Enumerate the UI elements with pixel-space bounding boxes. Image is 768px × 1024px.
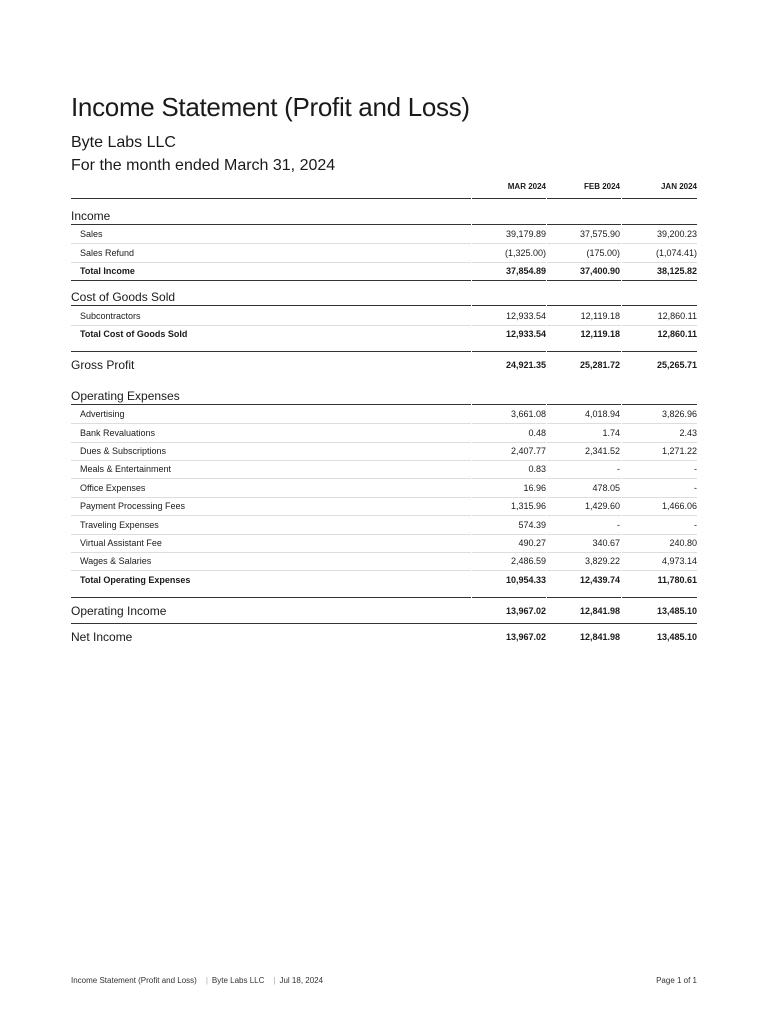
row-label: Total Cost of Goods Sold: [80, 329, 188, 339]
row-label: Advertising: [80, 409, 125, 419]
row-value-feb: 12,439.74: [579, 575, 620, 585]
row-label: Payment Processing Fees: [80, 501, 186, 511]
table-row: [71, 552, 697, 571]
table-row: [71, 442, 697, 461]
row-value-feb: (175.00): [586, 248, 620, 258]
row-value-jan: 240.80: [669, 538, 697, 548]
row-value-mar: 13,967.02: [505, 606, 546, 616]
row-value-mar: 2,407.77: [510, 446, 546, 456]
table-row: [71, 479, 697, 498]
row-value-feb: -: [617, 464, 620, 474]
row-value-jan: 3,826.96: [661, 409, 697, 419]
row-label: Total Operating Expenses: [80, 575, 191, 585]
column-gutter: [546, 197, 547, 599]
row-value-feb: 25,281.72: [579, 360, 620, 370]
row-label: Office Expenses: [80, 483, 146, 493]
column-header-feb: FEB 2024: [583, 182, 620, 191]
row-value-feb: 37,400.90: [579, 266, 620, 276]
row-label: Subcontractors: [80, 311, 141, 321]
row-value-jan: 4,973.14: [661, 556, 697, 566]
row-value-feb: 478.05: [592, 483, 620, 493]
table-row: [71, 244, 697, 263]
row-label: Sales Refund: [80, 248, 135, 258]
total-row-income: [71, 262, 697, 281]
row-value-jan: 11,780.61: [657, 575, 697, 585]
row-value-feb: 340.67: [592, 538, 620, 548]
gross-profit-row: [71, 354, 697, 376]
row-value-mar: 12,933.54: [505, 329, 546, 339]
row-value-mar: 10,954.33: [505, 575, 546, 585]
footer-info: Income Statement (Profit and Loss) | Byte Labs LLC | Jul 18, 2024: [71, 976, 324, 985]
page-title: Income Statement (Profit and Loss): [71, 92, 470, 122]
table-row: [71, 534, 697, 553]
section-heading-cogs: Cost of Goods Sold: [71, 290, 697, 306]
row-label: Meals & Entertainment: [80, 464, 172, 474]
row-label: Virtual Assistant Fee: [80, 538, 162, 548]
row-value-mar: 2,486.59: [510, 556, 546, 566]
row-value-jan: 25,265.71: [656, 360, 697, 370]
row-value-jan: -: [694, 464, 697, 474]
table-row: [71, 497, 697, 516]
row-label: Traveling Expenses: [80, 520, 159, 530]
table-row: [71, 405, 697, 424]
divider: [71, 351, 697, 352]
row-value-jan: -: [694, 483, 697, 493]
row-label: Operating Income: [71, 604, 167, 618]
table-row: [71, 225, 697, 244]
row-value-feb: -: [617, 520, 620, 530]
row-value-feb: 1,429.60: [584, 501, 620, 511]
row-value-mar: 0.83: [528, 464, 546, 474]
report-period: For the month ended March 31, 2024: [71, 157, 336, 174]
row-value-feb: 12,841.98: [579, 606, 620, 616]
row-value-jan: -: [694, 520, 697, 530]
row-value-mar: 13,967.02: [505, 632, 546, 642]
row-value-jan: 38,125.82: [656, 266, 697, 276]
row-label: Sales: [80, 229, 103, 239]
row-value-mar: 0.48: [528, 428, 546, 438]
company-name: Byte Labs LLC: [71, 134, 176, 151]
row-value-jan: 13,485.10: [656, 606, 697, 616]
row-value-feb: 12,119.18: [580, 329, 620, 339]
row-value-mar: 16.96: [523, 483, 546, 493]
column-header-row: [71, 180, 697, 199]
footer-date: Jul 18, 2024: [279, 976, 324, 985]
total-row-cogs: [71, 325, 697, 343]
row-value-mar: 12,933.54: [505, 311, 546, 321]
divider: [71, 597, 697, 598]
page-footer: [71, 976, 697, 985]
row-value-mar: 39,179.89: [505, 229, 546, 239]
row-value-feb: 37,575.90: [579, 229, 620, 239]
row-label: Dues & Subscriptions: [80, 446, 167, 456]
row-value-mar: 490.27: [518, 538, 546, 548]
footer-page-number: Page 1 of 1: [656, 976, 697, 985]
row-label: Gross Profit: [71, 358, 135, 372]
column-header-mar: MAR 2024: [507, 182, 546, 191]
row-value-feb: 3,829.22: [584, 556, 620, 566]
footer-doc-name: Income Statement (Profit and Loss): [71, 976, 197, 985]
row-value-mar: (1,325.00): [504, 248, 546, 258]
row-value-mar: 24,921.35: [505, 360, 546, 370]
section-heading-income: Income: [71, 209, 697, 225]
row-label: Bank Revaluations: [80, 428, 156, 438]
row-value-mar: 574.39: [518, 520, 546, 530]
operating-income-row: [71, 600, 697, 622]
total-row-opex: [71, 571, 697, 589]
table-row: [71, 307, 697, 326]
net-income-row: [71, 626, 697, 648]
row-label: Net Income: [71, 630, 133, 644]
row-value-jan: 2.43: [679, 428, 697, 438]
row-value-mar: 3,661.08: [510, 409, 546, 419]
table-row: [71, 460, 697, 479]
divider: [71, 623, 697, 624]
row-value-jan: (1,074.41): [655, 248, 697, 258]
column-header-jan: JAN 2024: [660, 182, 697, 191]
row-label: Total Income: [80, 266, 135, 276]
row-label: Wages & Salaries: [80, 556, 152, 566]
row-value-feb: 12,841.98: [579, 632, 620, 642]
row-value-jan: 1,271.22: [661, 446, 697, 456]
row-value-feb: 2,341.52: [584, 446, 620, 456]
footer-company: Byte Labs LLC: [211, 976, 265, 985]
row-value-feb: 12,119.18: [580, 311, 620, 321]
row-value-jan: 39,200.23: [656, 229, 697, 239]
row-value-feb: 4,018.94: [584, 409, 620, 419]
row-value-feb: 1.74: [602, 428, 620, 438]
table-row: [71, 516, 697, 535]
row-value-jan: 12,860.11: [657, 311, 697, 321]
row-value-jan: 12,860.11: [657, 329, 697, 339]
row-value-mar: 1,315.96: [510, 501, 546, 511]
column-gutter: [621, 197, 622, 599]
row-value-jan: 1,466.06: [661, 501, 697, 511]
row-value-jan: 13,485.10: [656, 632, 697, 642]
statement-page: [71, 0, 697, 1024]
column-gutter: [471, 197, 472, 599]
section-heading-opex: Operating Expenses: [71, 389, 697, 405]
table-row: [71, 424, 697, 443]
row-value-mar: 37,854.89: [505, 266, 546, 276]
